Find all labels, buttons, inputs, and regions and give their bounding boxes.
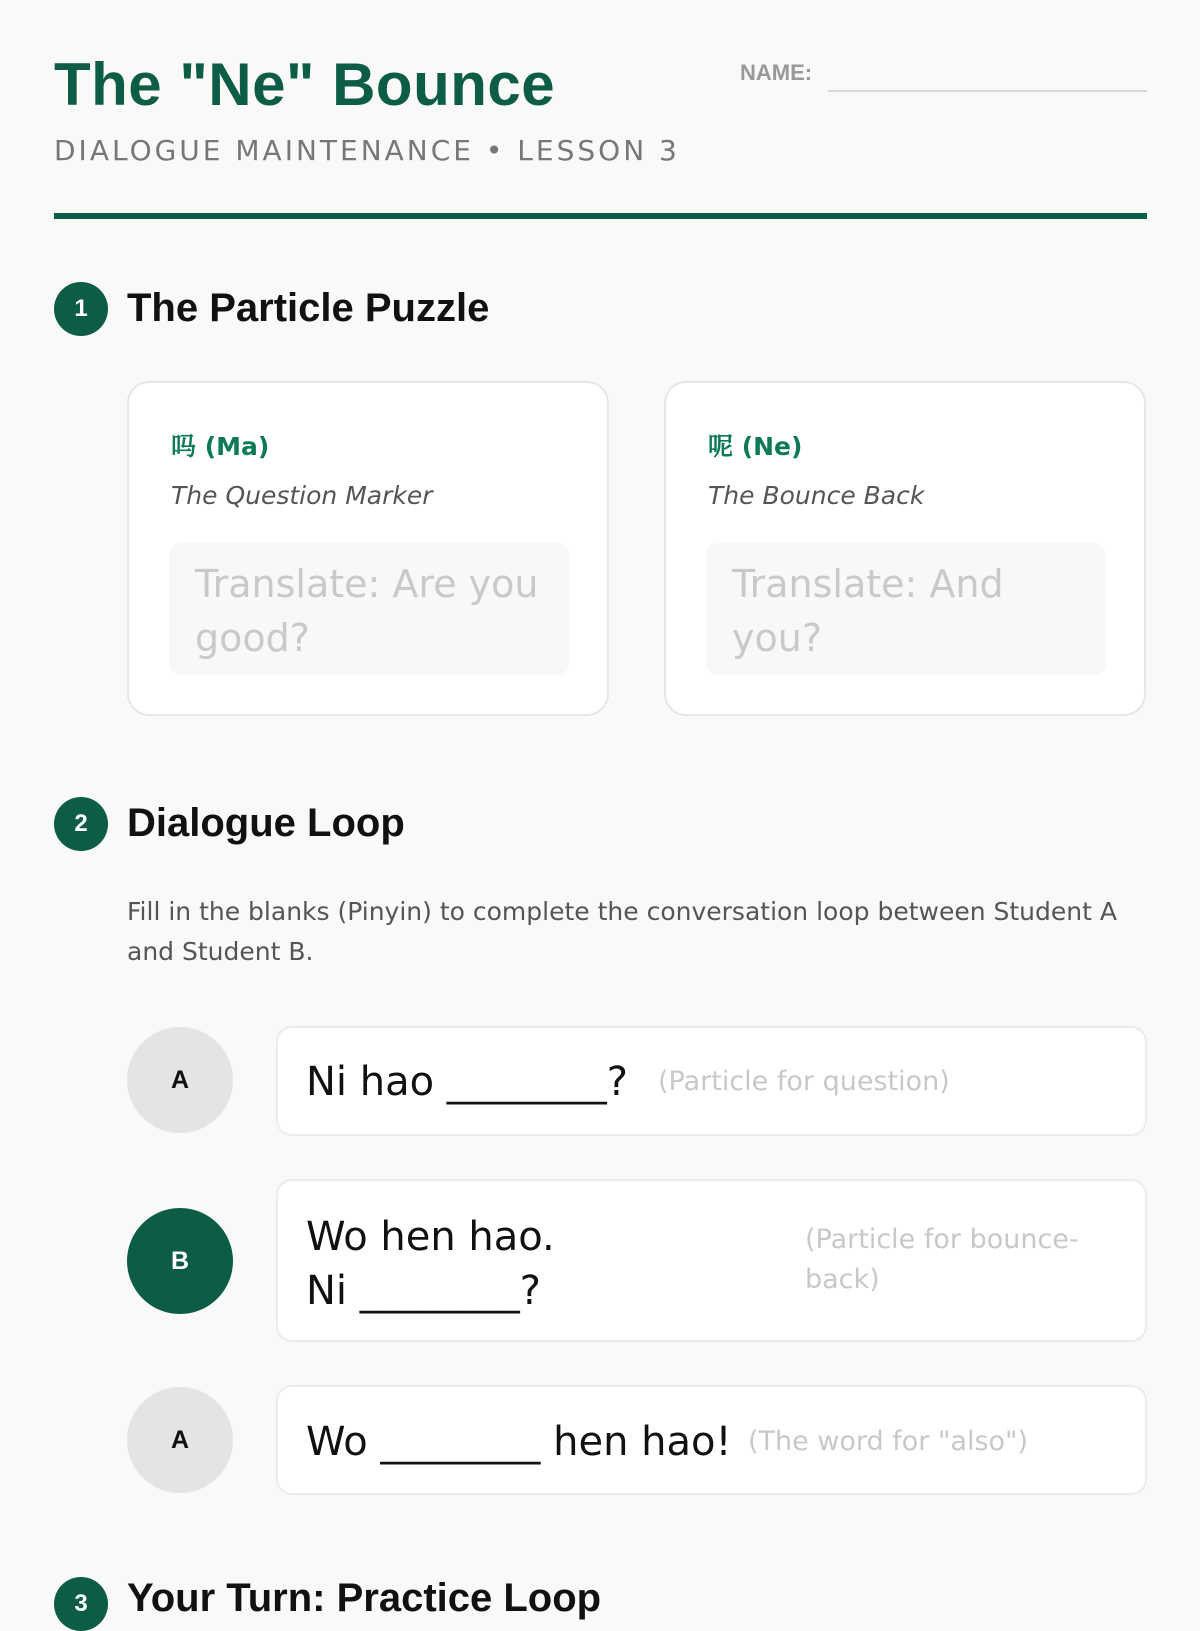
speaker-avatar-a: A — [127, 1387, 233, 1493]
dialogue-line[interactable] — [276, 1179, 1147, 1342]
dialogue-line-text: Wo hen hao. Ni ________? — [306, 1214, 555, 1314]
particle-card-subtitle: The Question Marker — [171, 481, 433, 510]
section-1-number-badge: 1 — [54, 282, 108, 336]
section-2-title: Dialogue Loop — [127, 801, 405, 845]
page-title: The "Ne" Bounce — [54, 51, 556, 118]
name-field[interactable] — [828, 90, 1147, 92]
speaker-avatar-b: B — [127, 1208, 233, 1314]
particle-card-ma — [127, 381, 609, 716]
section-1-title: The Particle Puzzle — [127, 286, 490, 330]
header-divider — [54, 213, 1147, 219]
dialogue-line[interactable] — [276, 1385, 1147, 1495]
dialogue-instructions: Fill in the blanks (Pinyin) to complete the conversation loop between Student A and Student B. — [127, 897, 1117, 966]
dialogue-line-hint: (Particle for bounce-back) — [805, 1224, 1079, 1295]
particle-card-ne — [664, 381, 1146, 716]
name-label: NAME: — [740, 60, 813, 85]
dialogue-line-hint: (Particle for question) — [658, 1066, 950, 1097]
particle-card-char: 吗 (Ma) — [171, 432, 270, 461]
dialogue-line-text: Wo ________ hen hao! — [306, 1419, 732, 1465]
section-3-number-badge: 3 — [54, 1577, 108, 1631]
section-2-number-badge: 2 — [54, 797, 108, 851]
worksheet-page — [54, 0, 1147, 1620]
dialogue-line[interactable] — [276, 1026, 1147, 1136]
particle-card-char: 呢 (Ne) — [708, 432, 803, 461]
translation-input-ne[interactable]: Translate: And you? — [706, 543, 1106, 675]
dialogue-line-hint: (The word for "also") — [748, 1426, 1028, 1457]
translation-input-ma[interactable]: Translate: Are you good? — [169, 543, 569, 675]
section-3-title: Your Turn: Practice Loop — [127, 1576, 602, 1620]
particle-card-subtitle: The Bounce Back — [708, 481, 925, 510]
page-subtitle: DIALOGUE MAINTENANCE • LESSON 3 — [54, 134, 680, 167]
dialogue-line-text: Ni hao ________? — [306, 1059, 629, 1105]
speaker-avatar-a: A — [127, 1027, 233, 1133]
